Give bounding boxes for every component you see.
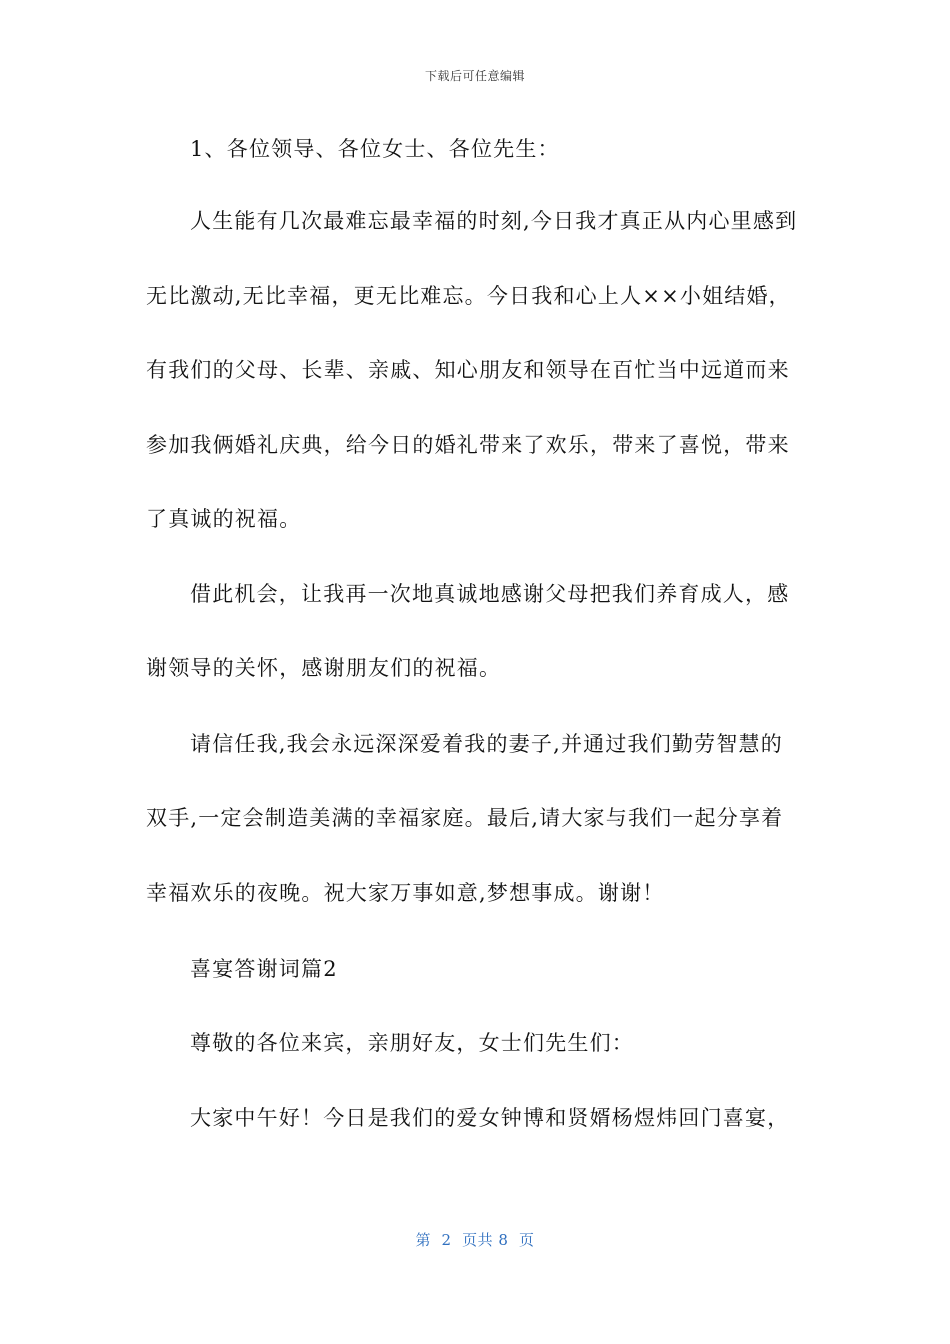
body-line: 双手,一定会制造美满的幸福家庭。最后,请大家与我们一起分享着: [146, 806, 784, 830]
body-line: 谢领导的关怀，感谢朋友们的祝福。: [146, 656, 502, 680]
body-line: 尊敬的各位来宾，亲朋好友，女士们先生们：: [190, 1031, 634, 1055]
body-line: 有我们的父母、长辈、亲戚、知心朋友和领导在百忙当中远道而来: [146, 358, 790, 382]
body-line: 了真诚的祝福。: [146, 507, 302, 531]
body-line: 1、各位领导、各位女士、各位先生：: [190, 137, 560, 161]
body-line: 无比激动,无比幸福，更无比难忘。今日我和心上人××小姐结婚，: [146, 284, 791, 308]
header-note: 下载后可任意编辑: [424, 69, 525, 83]
body-line: 参加我俩婚礼庆典，给今日的婚礼带来了欢乐，带来了喜悦，带来: [146, 433, 790, 457]
body-line: 大家中午好！今日是我们的爱女钟博和贤婿杨煜炜回门喜宴，: [190, 1106, 790, 1130]
body-line: 请信任我,我会永远深深爱着我的妻子,并通过我们勤劳智慧的: [190, 732, 783, 756]
body-line: 幸福欢乐的夜晚。祝大家万事如意,梦想事成。谢谢！: [146, 881, 665, 905]
body-line: 人生能有几次最难忘最幸福的时刻,今日我才真正从内心里感到: [190, 209, 798, 233]
page-number: 第 2 页共 8 页: [415, 1231, 535, 1249]
section-heading: 喜宴答谢词篇2: [190, 957, 338, 981]
body-line: 借此机会，让我再一次地真诚地感谢父母把我们养育成人，感: [190, 582, 790, 606]
